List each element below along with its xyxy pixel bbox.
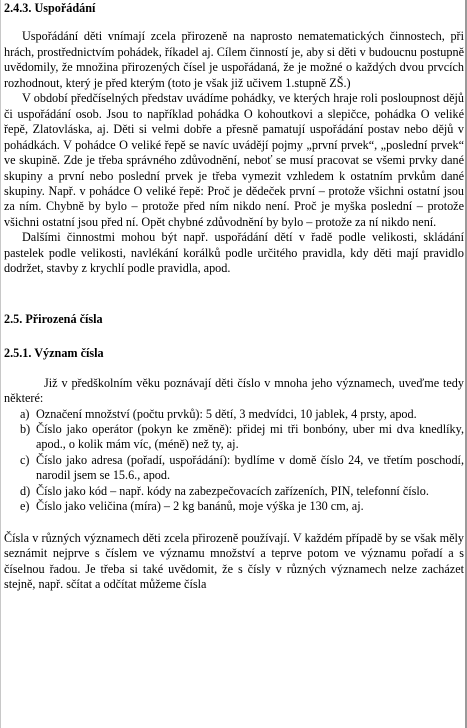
section-heading-2-4-3: 2.4.3. Uspořádání bbox=[4, 1, 96, 15]
paragraph-usporadani-1: Uspořádání děti vnímají zcela přirozeně na naprosto nematematických činnostech, při hrách, prostřednictvím pohádek, říkadel aj. Cílem činností je, aby si děti v budoucnu postupně uvědomily, že množina přirozených čísel je uspořádaná, že je možné o každých dvou prvcích rozhodnout, který je před kterým (toto je však již učivem 1.stupně ZŠ.) bbox=[4, 29, 464, 90]
meaning-list bbox=[4, 407, 464, 515]
list-item-text: Označení množství (počtu prvků): 5 dětí, 3 medvídci, 10 jablek, 4 prsty, apod. bbox=[36, 406, 417, 421]
list-marker: a) bbox=[20, 406, 30, 421]
paragraph-vyznam-intro: Již v předškolním věku poznávají děti číslo v mnoha jeho významech, uveďme tedy některé: bbox=[4, 375, 464, 406]
list-item-text: Číslo jako operátor (pokyn ke změně): přidej mi tři bonbóny, uber mi dva knedlíky, apod., o kolik mám víc, (méně) než ty, aj. bbox=[36, 421, 464, 452]
list-marker: c) bbox=[20, 452, 30, 467]
paragraph-vyznam-closing: Čísla v různých významech děti zcela přirozeně používají. V každém případě by se však měly seznámit nejprve s číslem ve významu množství a teprve potom ve významu pořadí a s číselnou řadou. Je třeba si také uvědomit, že s čísly v různých významech nelze zacházet stejně, např. sčítat a odčítat můžeme čísla bbox=[4, 530, 464, 592]
section-heading-2-5-1: 2.5.1. Význam čísla bbox=[4, 346, 104, 361]
page-left-border bbox=[0, 0, 1, 728]
list-item-text: Číslo jako adresa (pořadí, uspořádání): bydlíme v domě číslo 24, ve třetím poschodí, narodil jsem se 15.6., apod. bbox=[36, 452, 464, 483]
paragraph-usporadani-2: V období předčíselných představ uvádíme pohádky, ve kterých hraje roli posloupnost dějů či uspořádání osob. Jsou to například pohádka O kohoutkovi a slepičce, pohádka O veliké řepě, Zlatovláska, aj. Děti si velmi dobře a přesně pamatují uspořádání postav nebo dějů v pohádkách. V pohádce O veliké řepě se navíc uvádějí pojmy „první prvek“, „poslední prvek“ ve skupině. Zde je třeba správného zdůvodnění, neboť se musí pracovat se všemi prvky dané skupiny a první nebo poslední prvek je třeba vymezit vzhledem k ostatním prvkům dané skupiny. Např. v pohádce O veliké řepě: Proč je dědeček první – protože všichni ostatní jsou za ním. Chybně by bylo – protože před ním nikdo není. Proč je myška poslední – protože všichni ostatní jsou před ní. Opět chybné zdůvodnění by bylo – protože za ní nikdo není. bbox=[4, 91, 464, 229]
list-item bbox=[4, 499, 464, 514]
list-item-text: Číslo jako kód – např. kódy na zabezpečovacích zařízeních, PIN, telefonní číslo. bbox=[36, 483, 429, 498]
list-item-text: Číslo jako veličina (míra) – 2 kg banánů, moje výška je 130 cm, aj. bbox=[36, 499, 364, 514]
section-heading-2-5: 2.5. Přirozená čísla bbox=[4, 311, 103, 326]
paragraph-usporadani-3: Dalšími činnostmi mohou být např. uspořádání dětí v řadě podle velikosti, skládání pastelek podle velikosti, navlékání korálků podle určitého pravidla, kdy děti mají pravidlo dodržet, stavby z krychlí podle pravidla, apod. bbox=[4, 230, 464, 276]
list-item bbox=[4, 407, 464, 422]
list-marker: b) bbox=[20, 421, 31, 436]
list-item bbox=[4, 484, 464, 499]
list-item bbox=[4, 422, 464, 453]
list-marker: e) bbox=[20, 499, 30, 514]
list-item bbox=[4, 453, 464, 484]
list-marker: d) bbox=[20, 483, 31, 498]
page-content bbox=[4, 0, 464, 593]
